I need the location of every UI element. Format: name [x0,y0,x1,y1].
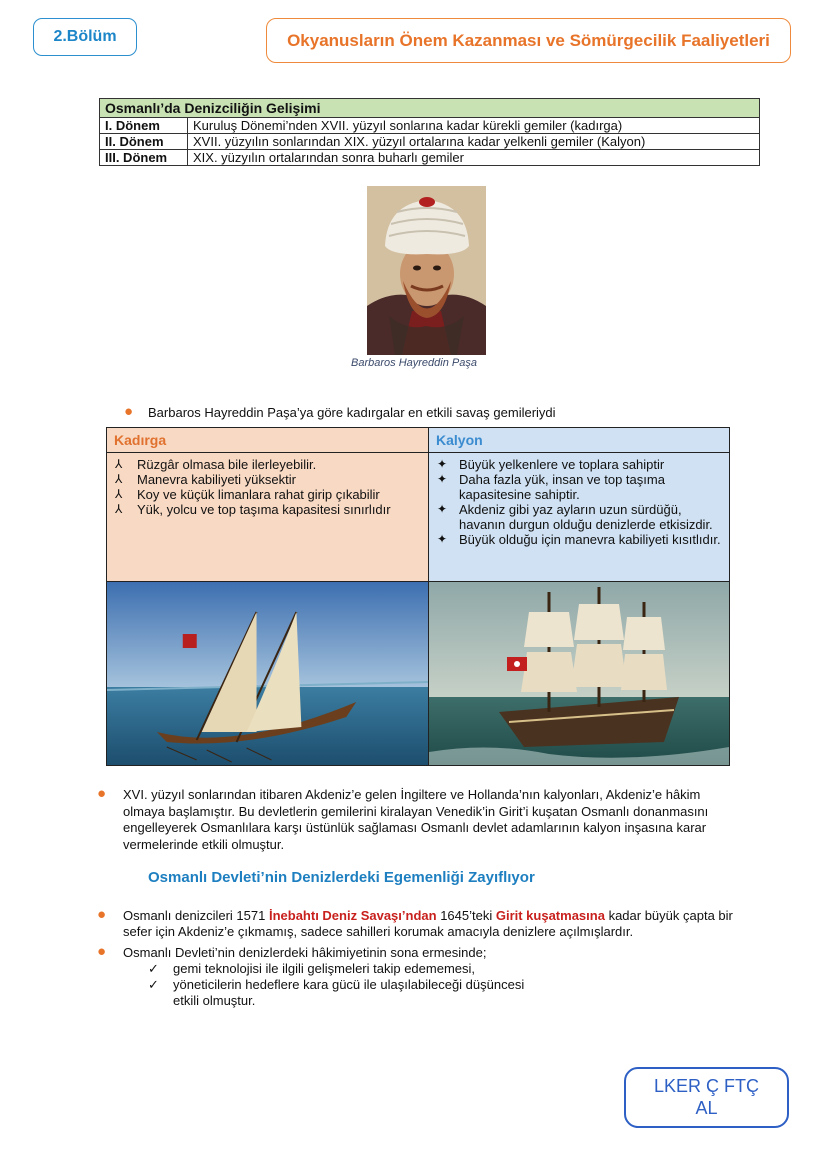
list-item [148,961,524,977]
paragraph-decline: Osmanlı Devleti’nin denizlerdeki hâkimiyetinin sona ermesinde; [123,945,487,960]
list-item [115,487,422,502]
list-item [437,472,723,502]
kalyon-feature: Büyük olduğu için manevra kabiliyeti kısıtlıdır. [459,532,721,547]
kalyon-feature: Akdeniz gibi yaz ayların uzun sürdüğü, havanın durgun olduğu denizlerde etkisizdir. [459,502,713,532]
star-icon: ✦ [437,502,448,516]
era-row [100,118,760,134]
paragraph-kalyon-history: XVI. yüzyıl sonlarından itibaren Akdeniz’e gelen İngiltere ve Hollanda’nın kalyonları, Akdeniz’e hâkim olmaya başlamıştır. Bu devletlerin gemilerini kiralayan Venedik’in Girit’i kuşatan Osmanlı donanmasını engelleyerek Osmanlılara karşı üstünlük sağlaması Osmanlı devlet adamlarının kalyon inşasına karar vermelerinde etkili olmuştur. [123,787,709,852]
kalyon-ship-image [429,582,729,765]
chapter-badge [33,18,137,56]
arrow-up-icon: ⅄ [115,502,123,516]
kalyon-feature: Büyük yelkenlere ve toplara sahiptir [459,457,665,472]
era-table-heading: Osmanlı’da Denizciliğin Gelişimi [100,99,760,118]
paragraph-naval-history [123,908,743,940]
star-icon: ✦ [437,472,448,486]
kadirga-feature: Manevra kabiliyeti yüksektir [137,472,296,487]
era-table [99,98,760,166]
kadirga-features [107,453,429,582]
text-run: Osmanlı denizcileri 1571 [123,908,269,923]
text-run: 1645’teki [436,908,496,923]
intro-bullet-text: Barbaros Hayreddin Paşa’ya göre kadırgalar en etkili savaş gemileriydi [148,405,556,420]
arrow-up-icon: ⅄ [115,487,123,501]
reason-text: yöneticilerin hedeflere kara gücü ile ulaşılabileceği düşüncesi [173,977,525,992]
era-label: III. Dönem [100,150,188,166]
arrow-up-icon: ⅄ [115,472,123,486]
check-icon: ✓ [148,961,159,976]
chapter-label: 2.Bölüm [53,28,117,45]
list-item [148,977,524,993]
highlight-girit: Girit kuşatmasına [495,908,605,923]
section-subheading: Osmanlı Devleti’nin Denizlerdeki Egemenliği Zayıflıyor [148,869,535,886]
list-item [115,502,422,517]
bullet-icon: ● [97,785,107,802]
decline-reasons [148,961,524,1009]
era-text: Kuruluş Dönemi’nden XVII. yüzyıl sonlarına kadar kürekli gemiler (kadırga) [188,118,760,134]
bullet-icon: ● [97,943,107,960]
list-item [115,457,422,472]
reason-text: gemi teknolojisi ile ilgili gelişmeleri takip edememesi, [173,961,476,976]
portrait-caption: Barbaros Hayreddin Paşa [351,357,477,369]
reason-text: etkili olmuştur. [173,993,256,1008]
era-table-header [100,99,760,118]
list-item [437,502,723,532]
era-text: XIX. yüzyılın ortalarından sonra buharlı gemiler [188,150,760,166]
arrow-up-icon: ⅄ [115,457,123,471]
list-item [437,457,723,472]
page-title-box [266,18,791,63]
bullet-icon: ● [97,906,107,923]
list-item [437,532,723,547]
kadirga-feature: Koy ve küçük limanlara rahat girip çıkabilir [137,487,380,502]
portrait-illustration [367,186,486,355]
era-text: XVII. yüzyılın sonlarından XIX. yüzyıl ortalarına kadar yelkenli gemiler (Kalyon) [188,134,760,150]
stamp-line: LKER Ç FTÇ [653,1076,759,1096]
kalyon-feature: Daha fazla yük, insan ve top taşıma kapasitesine sahiptir. [459,472,665,502]
kadirga-feature: Yük, yolcu ve top taşıma kapasitesi sınırlıdır [137,502,391,517]
spacer [148,993,173,1009]
watermark-stamp [624,1067,789,1128]
bullet-icon: ● [124,403,134,420]
era-label: II. Dönem [100,134,188,150]
text-run: kadar büyük çapta bir sefer için Akdeniz’e çıkmamış, sadece sahilleri korumak amacıyla denizlere açılmışlardır. [123,908,733,939]
era-label: I. Dönem [100,118,188,134]
star-icon: ✦ [437,457,448,471]
kadirga-ship-image [107,582,429,765]
comparison-table [106,427,730,766]
kalyon-features [429,453,729,582]
era-row [100,134,760,150]
kadirga-feature: Rüzgâr olmasa bile ilerleyebilir. [137,457,317,472]
highlight-inebahti: İnebahtı Deniz Savaşı’ndan [268,908,437,923]
list-item [148,993,524,1009]
kalyon-heading: Kalyon [429,428,729,453]
kadirga-heading: Kadırga [107,428,429,453]
check-icon: ✓ [148,977,159,992]
list-item [115,472,422,487]
page-title: Okyanusların Önem Kazanması ve Sömürgecilik Faaliyetleri [287,30,770,50]
era-row [100,150,760,166]
stamp-line: AL [695,1098,718,1118]
star-icon: ✦ [437,532,448,546]
